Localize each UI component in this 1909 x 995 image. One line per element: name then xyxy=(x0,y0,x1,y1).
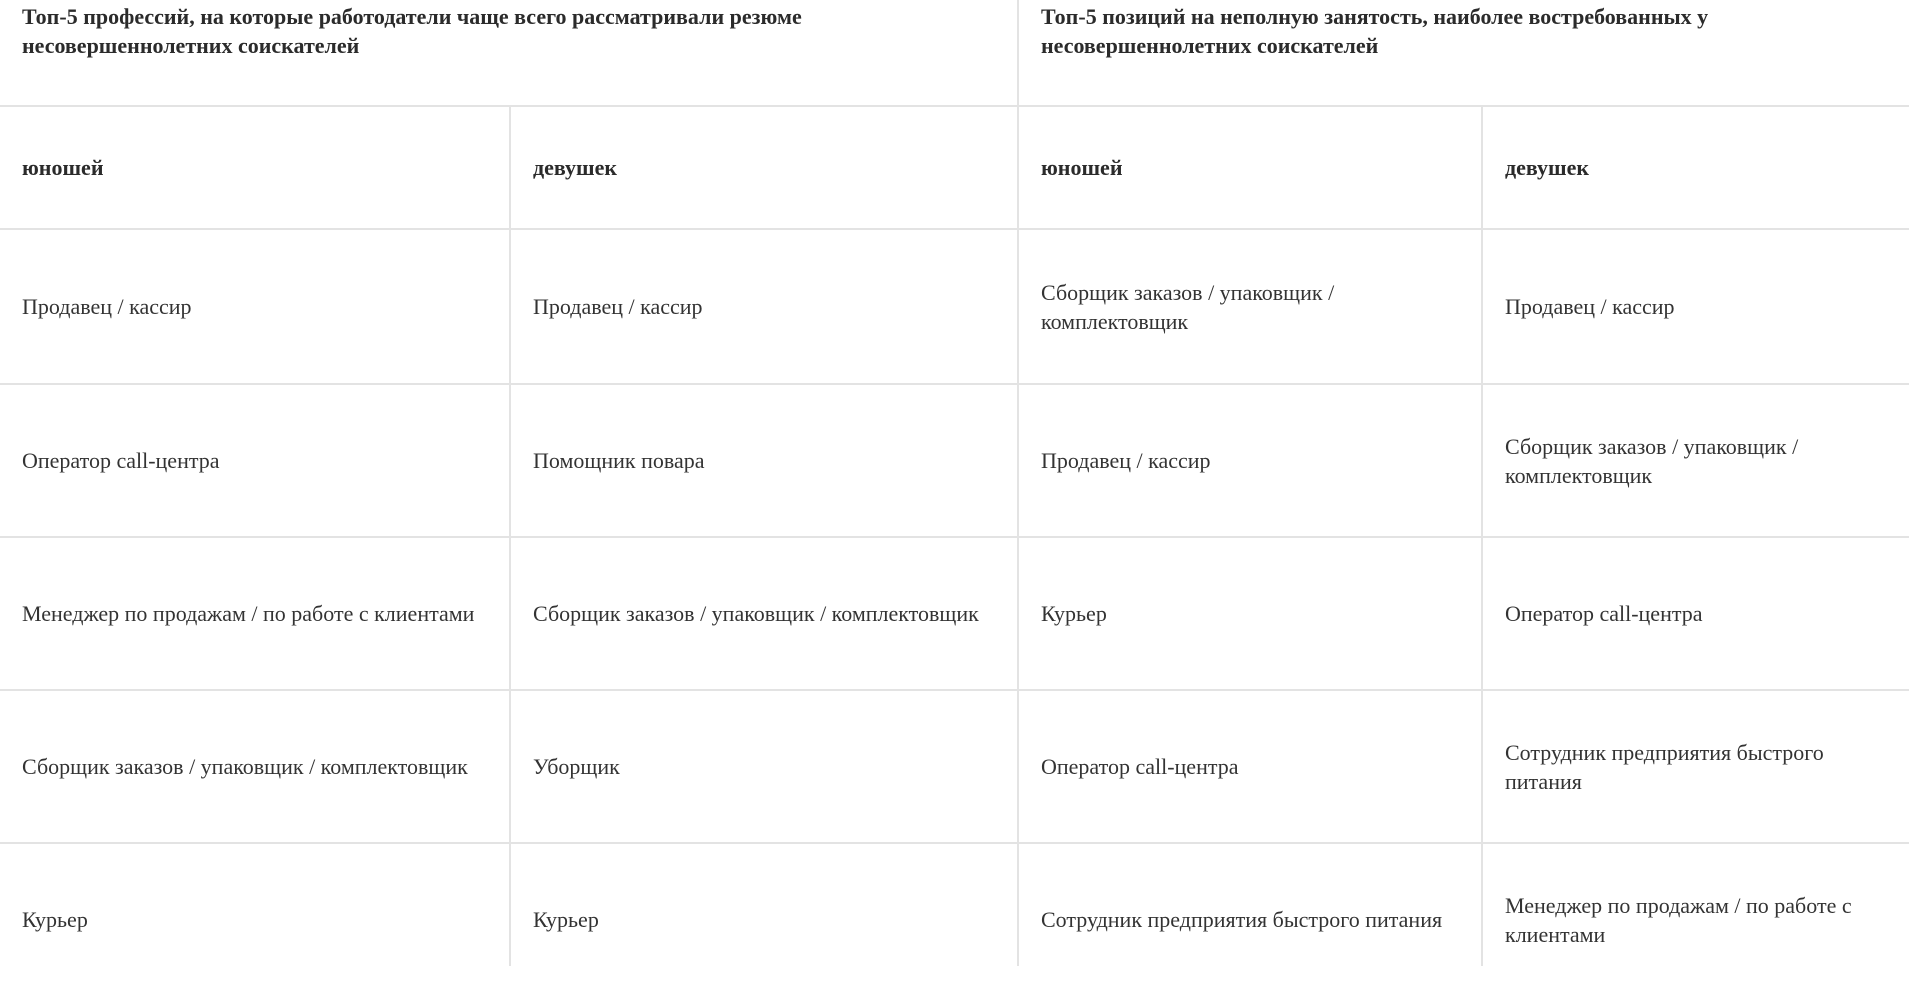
group-title-resume-views: Топ-5 профессий, на которые работодатели чаще всего рассматривали резюме несовершеннолетних соискателей xyxy=(22,4,802,58)
table-cell: Продавец / кассир xyxy=(533,294,703,319)
table-cell: Менеджер по продажам / по работе с клиентами xyxy=(22,601,475,626)
table-cell: Сотрудник предприятия быстрого питания xyxy=(1041,907,1443,932)
table-cell: Уборщик xyxy=(533,754,620,779)
column-header-boys: юношей xyxy=(22,155,104,180)
column-header-boys: юношей xyxy=(1041,155,1123,180)
table-cell: Курьер xyxy=(1041,601,1107,626)
table-cell: Продавец / кассир xyxy=(1505,294,1675,319)
group-title-part-time-positions: Топ-5 позиций на неполную занятость, наиболее востребованных у несовершеннолетних соискателей xyxy=(1041,4,1709,58)
table-cell: Курьер xyxy=(22,907,88,932)
table-cell: Сборщик заказов / упаковщик / комплектовщик xyxy=(1505,433,1799,488)
table-cell: Оператор call-центра xyxy=(1041,754,1239,779)
table-cell: Курьер xyxy=(533,907,599,932)
table-cell: Сборщик заказов / упаковщик / комплектовщик xyxy=(533,601,979,626)
table-cell: Оператор call-центра xyxy=(1505,601,1703,626)
table-cell: Оператор call-центра xyxy=(22,448,220,473)
table-cell: Менеджер по продажам / по работе с клиентами xyxy=(1505,892,1852,947)
table-cell: Сотрудник предприятия быстрого питания xyxy=(1505,739,1824,794)
table-cell: Сборщик заказов / упаковщик / комплектовщик xyxy=(1041,279,1335,334)
column-header-girls: девушек xyxy=(1505,155,1590,180)
table-cell: Продавец / кассир xyxy=(22,294,192,319)
table-cell: Продавец / кассир xyxy=(1041,448,1211,473)
table-cell: Помощник повара xyxy=(533,448,705,473)
column-header-girls: девушек xyxy=(533,155,618,180)
table-cell: Сборщик заказов / упаковщик / комплектовщик xyxy=(22,754,468,779)
